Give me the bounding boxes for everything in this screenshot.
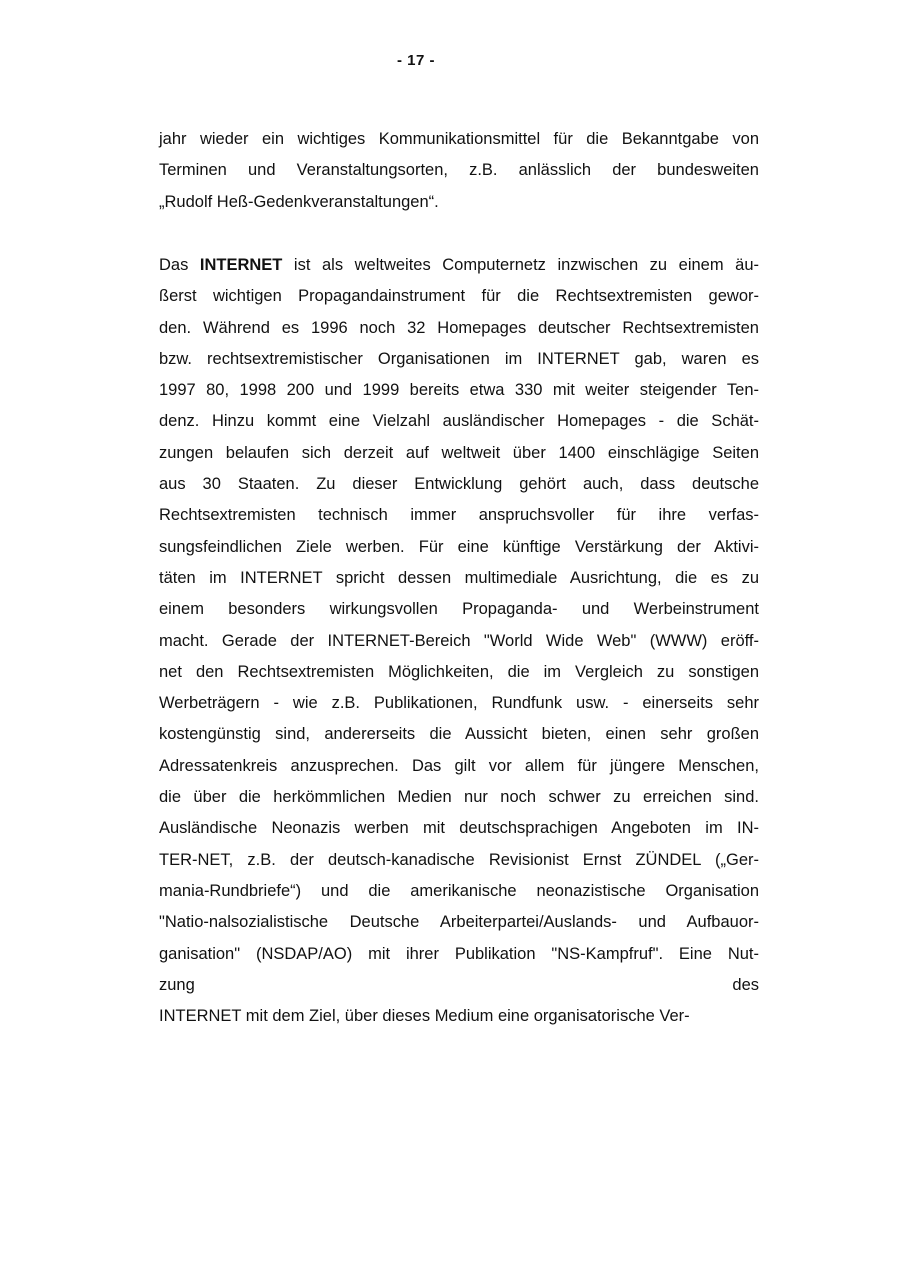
text-line: täten im INTERNET spricht dessen multimediale Ausrichtung, die es zu [159,568,759,587]
text-rest: ist als weltweites Computernetz inzwischen zu einem äu- [282,256,759,274]
text-line: die über die herkömmlichen Medien nur noch schwer zu erreichen sind. [159,788,759,807]
text-line-first [159,250,759,281]
text-line: denz. Hinzu kommt eine Vielzahl ausländischer Homepages - die Schät- [159,412,759,431]
text-line: ßerst wichtigen Propagandainstrument für die Rechtsextremisten gewor- [159,287,759,306]
text-line: net den Rechtsextremisten Möglichkeiten, die im Vergleich zu sonstigen [159,662,759,681]
text-line: zung des [159,975,759,994]
text-line: „Rudolf Heß-Gedenkveranstaltungen“. [159,192,439,211]
text-line: jahr wieder ein wichtiges Kommunikationsmittel für die Bekanntgabe von [159,130,759,148]
text-line: Rechtsextremisten technisch immer anspruchsvoller für ihre verfas- [159,506,759,525]
text-line: kostengünstig sind, andererseits die Aussicht bieten, einen sehr großen [159,725,759,744]
text-line: ganisation" (NSDAP/AO) mit ihrer Publikation "NS-Kampfruf". Eine Nut- [159,944,759,963]
text-line: einem besonders wirkungsvollen Propaganda- und Werbeinstrument [159,600,759,619]
text-line: sungsfeindlichen Ziele werben. Für eine künftige Verstärkung der Aktivi- [159,537,759,556]
text-line: Adressatenkreis anzusprechen. Das gilt vor allem für jüngere Menschen, [159,756,759,775]
emphasis-internet: INTERNET [199,256,283,274]
text-line: den. Während es 1996 noch 32 Homepages deutscher Rechtsextremisten [159,318,759,337]
text-line: macht. Gerade der INTERNET-Bereich "World Wide Web" (WWW) eröff- [159,631,759,650]
text-line: Werbeträgern - wie z.B. Publikationen, Rundfunk usw. - einerseits sehr [159,694,759,713]
text-line: bzw. rechtsextremistischer Organisationen im INTERNET gab, waren es [159,349,759,368]
text-line: "Natio-nalsozialistische Deutsche Arbeiterpartei/Auslands- und Aufbauor- [159,913,759,932]
text-line: INTERNET mit dem Ziel, über dieses Medium eine organisatorische Ver- [159,1007,690,1026]
text-line: TER-NET, z.B. der deutsch-kanadische Revisionist Ernst ZÜNDEL („Ger- [159,850,759,869]
paragraph-internet [159,250,759,1032]
text-lead: Das [159,256,200,274]
text-line: mania-Rundbriefe“) und die amerikanische neonazistische Organisation [159,881,759,900]
text-line: Terminen und Veranstaltungsorten, z.B. anlässlich der bundesweiten [159,161,759,180]
text-line: aus 30 Staaten. Zu dieser Entwicklung gehört auch, dass deutsche [159,475,759,494]
paragraph-continuation [159,124,759,218]
text-line: Ausländische Neonazis werben mit deutschsprachigen Angeboten im IN- [159,819,759,838]
text-line: 1997 80, 1998 200 und 1999 bereits etwa 330 mit weiter steigender Ten- [159,381,759,400]
text-line: zungen belaufen sich derzeit auf weltweit über 1400 einschlägige Seiten [159,443,759,462]
page-number: - 17 - [396,52,435,69]
